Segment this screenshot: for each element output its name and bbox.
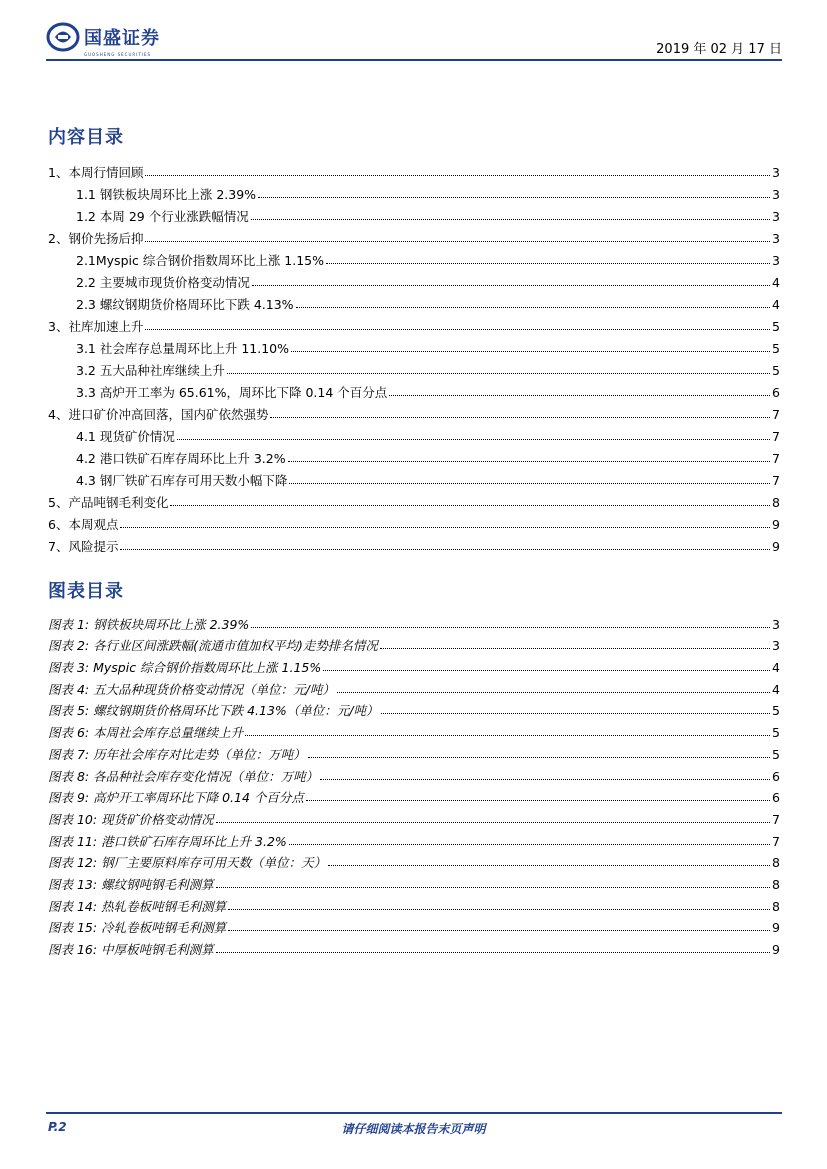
entry-title: 图表 12: 钢厂主要原料库存可用天数（单位：天） xyxy=(48,855,327,871)
entry-title: 2.3 螺纹钢期货价格周环比下跌 4.13% xyxy=(76,297,294,312)
figure-entry[interactable] xyxy=(48,718,780,740)
dot-leader xyxy=(252,284,770,286)
figure-entry[interactable] xyxy=(48,610,780,632)
entry-title: 图表 9: 高炉开工率周环比下降 0.14 个百分点 xyxy=(48,790,304,806)
entry-page-number: 3 xyxy=(772,616,780,632)
entry-title: 图表 10: 现货矿价格变动情况 xyxy=(48,811,214,827)
entry-title: 4.1 现货矿价情况 xyxy=(76,429,175,444)
dot-leader xyxy=(320,778,770,780)
dot-leader xyxy=(177,438,770,440)
entry-page-number: 9 xyxy=(772,539,780,554)
toc-entry[interactable] xyxy=(48,532,780,554)
entry-page-number: 6 xyxy=(772,790,780,806)
entry-page-number: 3 xyxy=(772,231,780,246)
dot-leader xyxy=(170,504,770,506)
figure-entry[interactable] xyxy=(48,653,780,675)
entry-page-number: 6 xyxy=(772,385,780,400)
dot-leader xyxy=(289,843,770,845)
entry-page-number: 8 xyxy=(772,495,780,510)
figure-entry[interactable] xyxy=(48,784,780,806)
entry-page-number: 5 xyxy=(772,341,780,356)
entry-title: 4、进口矿价冲高回落，国内矿依然强势 xyxy=(48,407,269,422)
dot-leader xyxy=(216,951,770,953)
toc-entry[interactable] xyxy=(48,224,780,246)
toc-entry[interactable] xyxy=(48,312,780,334)
toc-entry[interactable] xyxy=(48,180,780,202)
dot-leader xyxy=(258,196,770,198)
toc-entry[interactable] xyxy=(48,356,780,378)
entry-page-number: 3 xyxy=(772,253,780,268)
footer-disclaimer: 请仔细阅读本报告末页声明 xyxy=(341,1122,486,1136)
entry-page-number: 7 xyxy=(772,451,780,466)
entry-page-number: 5 xyxy=(772,746,780,762)
dot-leader xyxy=(228,908,770,910)
entry-page-number: 9 xyxy=(772,942,780,957)
toc-entry[interactable] xyxy=(48,488,780,510)
entry-title: 图表 15: 冷轧卷板吨钢毛利测算 xyxy=(48,920,227,936)
figure-entry[interactable] xyxy=(48,870,780,892)
dot-leader xyxy=(251,626,770,628)
logo-text: 国盛证券 xyxy=(84,28,160,49)
figure-entry[interactable] xyxy=(48,632,780,654)
entry-title: 3.3 高炉开工率为 65.61%，周环比下降 0.14 个百分点 xyxy=(76,385,388,400)
figure-entry[interactable] xyxy=(48,935,780,957)
entry-page-number: 9 xyxy=(772,920,780,936)
entry-page-number: 4 xyxy=(772,297,780,312)
entry-page-number: 7 xyxy=(772,429,780,444)
entry-title: 图表 4: 五大品种现货价格变动情况（单位：元/吨） xyxy=(48,681,335,697)
entry-title: 图表 6: 本周社会库存总量继续上升 xyxy=(48,725,244,741)
entry-page-number: 8 xyxy=(772,898,780,914)
toc-entry[interactable] xyxy=(48,246,780,268)
entry-page-number: 7 xyxy=(772,811,780,827)
entry-title: 3、社库加速上升 xyxy=(48,319,144,334)
dot-leader xyxy=(145,174,770,176)
entry-title: 图表 3: Myspic 综合钢价指数周环比上涨 1.15% xyxy=(48,660,322,676)
dot-leader xyxy=(227,372,770,374)
figure-entry[interactable] xyxy=(48,740,780,762)
entry-title: 1.2 本周 29 个行业涨跌幅情况 xyxy=(76,209,249,224)
dot-leader xyxy=(289,482,770,484)
page-header xyxy=(46,22,782,62)
dot-leader xyxy=(120,526,770,528)
page-number: P.2 xyxy=(48,1120,67,1134)
toc-entry[interactable] xyxy=(48,158,780,180)
dot-leader xyxy=(381,712,771,714)
figure-entry[interactable] xyxy=(48,697,780,719)
toc-entry[interactable] xyxy=(48,334,780,356)
header-divider xyxy=(46,59,782,61)
figure-entry[interactable] xyxy=(48,827,780,849)
toc-entry[interactable] xyxy=(48,466,780,488)
entry-title: 3.1 社会库存总量周环比上升 11.10% xyxy=(76,341,289,356)
entry-page-number: 5 xyxy=(772,319,780,334)
logo-subtitle: GUOSHENG SECURITIES xyxy=(84,52,152,57)
entry-title: 6、本周观点 xyxy=(48,517,119,532)
company-logo xyxy=(46,22,160,52)
entry-title: 图表 14: 热轧卷板吨钢毛利测算 xyxy=(48,898,227,914)
dot-leader xyxy=(389,394,770,396)
entry-page-number: 3 xyxy=(772,187,780,202)
entry-page-number: 5 xyxy=(772,703,780,719)
entry-page-number: 3 xyxy=(772,209,780,224)
dot-leader xyxy=(216,821,770,823)
entry-page-number: 4 xyxy=(772,275,780,290)
figure-entry[interactable] xyxy=(48,914,780,936)
dot-leader xyxy=(228,929,770,931)
report-date: 2019 年 02 月 17 日 xyxy=(656,42,782,57)
entry-page-number: 3 xyxy=(772,638,780,654)
logo-mark-icon xyxy=(46,22,80,52)
figure-entry[interactable] xyxy=(48,762,780,784)
dot-leader xyxy=(251,218,770,220)
entry-title: 7、风险提示 xyxy=(48,539,119,554)
toc-entry[interactable] xyxy=(48,510,780,532)
dot-leader xyxy=(296,306,771,308)
entry-title: 2、钢价先扬后抑 xyxy=(48,231,144,246)
toc-entry[interactable] xyxy=(48,444,780,466)
entry-page-number: 9 xyxy=(772,517,780,532)
dot-leader xyxy=(337,691,770,693)
dot-leader xyxy=(288,460,770,462)
entry-page-number: 5 xyxy=(772,363,780,378)
toc-entry[interactable] xyxy=(48,268,780,290)
figures-title: 图表目录 xyxy=(48,581,124,602)
entry-title: 2.2 主要城市现货价格变动情况 xyxy=(76,275,250,290)
entry-title: 5、产品吨钢毛利变化 xyxy=(48,495,169,510)
dot-leader xyxy=(291,350,770,352)
entry-title: 3.2 五大品种社库继续上升 xyxy=(76,363,225,378)
figures-list xyxy=(48,610,780,957)
entry-page-number: 7 xyxy=(772,833,780,849)
entry-title: 1、本周行情回顾 xyxy=(48,165,144,180)
dot-leader xyxy=(270,416,770,418)
toc-entry[interactable] xyxy=(48,400,780,422)
toc-list xyxy=(48,158,780,554)
entry-title: 图表 16: 中厚板吨钢毛利测算 xyxy=(48,942,214,957)
entry-title: 图表 2: 各行业区间涨跌幅(流通市值加权平均)走势排名情况 xyxy=(48,638,378,654)
entry-title: 图表 8: 各品种社会库存变化情况（单位：万吨） xyxy=(48,768,319,784)
entry-title: 4.2 港口铁矿石库存周环比上升 3.2% xyxy=(76,451,286,466)
entry-page-number: 7 xyxy=(772,473,780,488)
entry-title: 图表 7: 历年社会库存对比走势（单位：万吨） xyxy=(48,746,306,762)
entry-title: 1.1 钢铁板块周环比上涨 2.39% xyxy=(76,187,257,202)
entry-page-number: 5 xyxy=(772,725,780,741)
entry-title: 4.3 钢厂铁矿石库存可用天数小幅下降 xyxy=(76,473,288,488)
dot-leader xyxy=(328,864,770,866)
entry-page-number: 4 xyxy=(772,660,780,676)
entry-title: 图表 13: 螺纹钢吨钢毛利测算 xyxy=(48,876,214,892)
entry-title: 图表 11: 港口铁矿石库存周环比上升 3.2% xyxy=(48,833,287,849)
dot-leader xyxy=(245,734,770,736)
toc-entry[interactable] xyxy=(48,290,780,312)
entry-page-number: 4 xyxy=(772,681,780,697)
dot-leader xyxy=(323,669,770,671)
dot-leader xyxy=(308,756,770,758)
entry-page-number: 7 xyxy=(772,407,780,422)
dot-leader xyxy=(306,799,770,801)
dot-leader xyxy=(326,262,770,264)
toc-entry[interactable] xyxy=(48,202,780,224)
entry-page-number: 3 xyxy=(772,165,780,180)
entry-title: 2.1Myspic 综合钢价指数周环比上涨 1.15% xyxy=(76,253,325,268)
dot-leader xyxy=(216,886,770,888)
figure-entry[interactable] xyxy=(48,849,780,871)
figure-entry[interactable] xyxy=(48,805,780,827)
dot-leader xyxy=(145,328,770,330)
dot-leader xyxy=(380,647,770,649)
dot-leader xyxy=(120,548,770,550)
entry-title: 图表 5: 螺纹钢期货价格周环比下跌 4.13%（单位：元/吨） xyxy=(48,703,379,719)
figure-entry[interactable] xyxy=(48,675,780,697)
dot-leader xyxy=(145,240,770,242)
toc-entry[interactable] xyxy=(48,422,780,444)
figure-entry[interactable] xyxy=(48,892,780,914)
entry-title: 图表 1: 钢铁板块周环比上涨 2.39% xyxy=(48,616,250,632)
entry-page-number: 6 xyxy=(772,768,780,784)
toc-title: 内容目录 xyxy=(48,127,124,148)
toc-entry[interactable] xyxy=(48,378,780,400)
entry-page-number: 8 xyxy=(772,855,780,871)
footer-divider xyxy=(46,1112,782,1114)
entry-page-number: 8 xyxy=(772,876,780,892)
